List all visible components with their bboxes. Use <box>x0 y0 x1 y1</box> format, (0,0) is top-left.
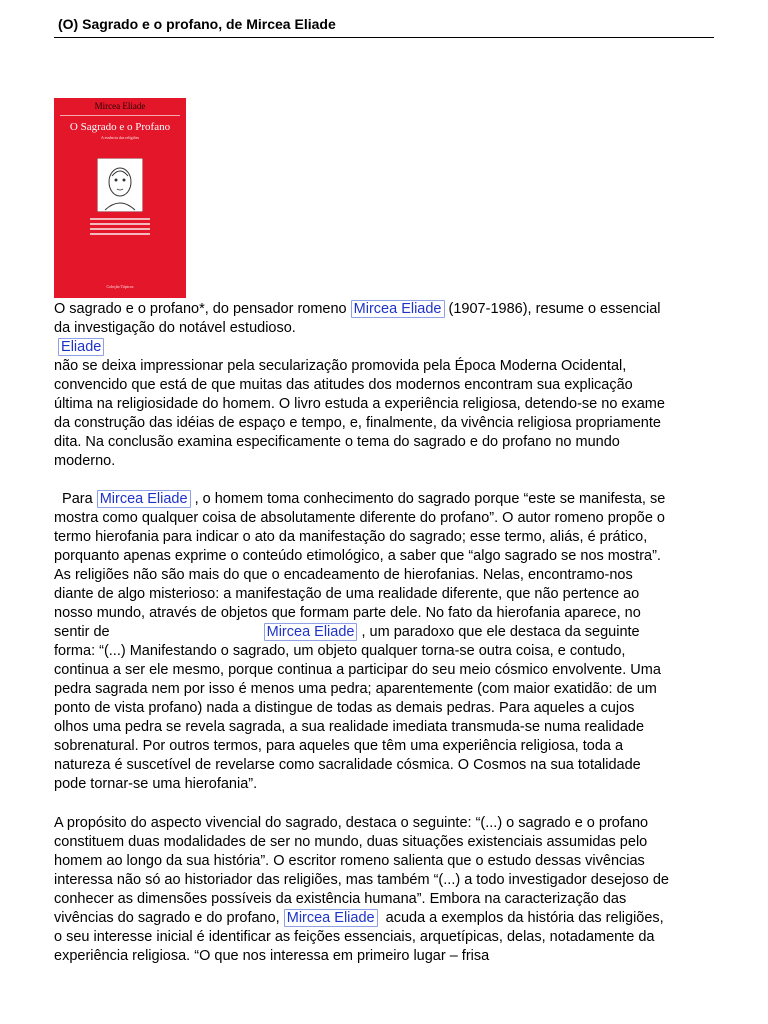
text-line <box>54 338 104 357</box>
text-line: dita. Na conclusão examina especificamente o tema do sagrado e do profano no mundo <box>54 434 620 450</box>
header-divider <box>54 37 714 38</box>
text-line: interessa não só ao historiador das religiões, mas também “(...) a todo investigador desejoso de <box>54 872 669 888</box>
text-line: porquanto apenas exprime o conteúdo etimológico, a saber que “algo sagrado se nos mostra”. <box>54 548 661 564</box>
text-line: As religiões não são mais do que o encadeamento de hierofanias. Nelas, encontramo-nos <box>54 567 633 583</box>
text-line: A propósito do aspecto vivencial do sagrado, destaca o seguinte: “(...) o sagrado e o profano <box>54 815 649 831</box>
text-line: termo hierofania para indicar o ato da manifestação do sagrado; esse termo, aliás, é prático, <box>54 529 648 545</box>
text-line: da investigação do notável estudioso. <box>54 320 296 336</box>
text-line: moderno. <box>54 453 116 469</box>
portrait-illustration <box>97 158 143 212</box>
page-title: (O) Sagrado e o profano, de Mircea Eliade <box>58 16 336 32</box>
cover-collection: Coleção Tópicos <box>106 284 134 289</box>
text-line: Para Mircea Eliade , o homem toma conhecimento do sagrado porque “este se manifesta, se <box>54 491 666 507</box>
author-link[interactable]: Eliade <box>58 338 104 356</box>
author-link[interactable]: Mircea Eliade <box>351 300 445 318</box>
text-line: ponto de vista profano) nada a distingue de todas as demais pedras. Para aqueles a cujos <box>54 700 635 716</box>
text-line: homem ao longo da sua história”. O escritor romeno salienta que o estudo dessas vivências <box>54 853 645 869</box>
text-line: vivências do sagrado e do profano, Mircea Eliade acuda a exemplos da história das religiões, <box>54 910 664 926</box>
text-line: da construção das idéias de espaço e tempo, e, finalmente, da vivência religiosa propriamente <box>54 415 661 431</box>
text-line: forma: “(...) Manifestando o sagrado, um objeto qualquer torna-se outra coisa, e contudo, <box>54 643 626 659</box>
text-line: pedra sagrada nem por isso é menos uma pedra; aparentemente (com maior exatidão: de um <box>54 681 657 697</box>
author-link[interactable]: Mircea Eliade <box>284 909 378 927</box>
cover-title: O Sagrado e o Profano <box>69 121 171 133</box>
author-link[interactable]: Mircea Eliade <box>97 490 191 508</box>
text-line: o seu interesse inicial é identificar as feições essenciais, arquetípicas, delas, notadamente da <box>54 929 655 945</box>
cover-subtitle: A essência das religiões <box>100 135 140 140</box>
cover-blurb <box>90 218 150 238</box>
book-cover-image <box>54 98 186 298</box>
text-line: convencido que está de que muitas das atitudes dos modernos encontram sua explicação <box>54 377 633 393</box>
text-line: mostra como qualquer coisa de absolutamente diferente do profano”. O autor romeno propõe o <box>54 510 665 526</box>
text-line: constituem duas modalidades de ser no mundo, duas situações existenciais assumidas pelo <box>54 834 648 850</box>
text-line: sobrenatural. Por outros termos, para aqueles que têm uma experiência religiosa, toda a <box>54 738 624 754</box>
cover-rule <box>60 115 180 116</box>
text-line: diante de algo misterioso: a manifestação de uma realidade diferente, que não pertence ao <box>54 586 640 602</box>
text-line: não se deixa impressionar pela secularização promovida pela Época Moderna Ocidental, <box>54 358 627 374</box>
text-line: natureza é suscetível de revelarse como sacralidade cósmica. O Cosmos na sua totalidade <box>54 757 641 773</box>
text-line: O sagrado e o profano*, do pensador romeno Mircea Eliade (1907-1986), resume o essencial <box>54 301 661 317</box>
text-line: experiência religiosa. “O que nos interessa em primeiro lugar – frisa <box>54 948 490 964</box>
text-line: olhos uma pedra se revela sagrada, a sua realidade imediata transmuda-se numa realidade <box>54 719 645 735</box>
cover-author: Mircea Eliade <box>94 101 146 111</box>
text-line: pode tornar-se uma hierofania”. <box>54 776 258 792</box>
text-line: sentir de Mircea Eliade , um paradoxo que ele destaca da seguinte <box>54 624 640 640</box>
text-line: nosso mundo, através de objetos que formam parte dele. No fato da hierofania aparece, no <box>54 605 641 621</box>
text-line: continua a ser ele mesmo, porque continua a participar do seu meio cósmico envolvente. Uma <box>54 662 661 678</box>
author-link[interactable]: Mircea Eliade <box>264 623 358 641</box>
text-line: conhecer as dimensões possíveis da existência humana”. Embora na caracterização das <box>54 891 627 907</box>
text-line: última na religiosidade do homem. O livro estuda a experiência religiosa, detendo-se no exame <box>54 396 665 412</box>
